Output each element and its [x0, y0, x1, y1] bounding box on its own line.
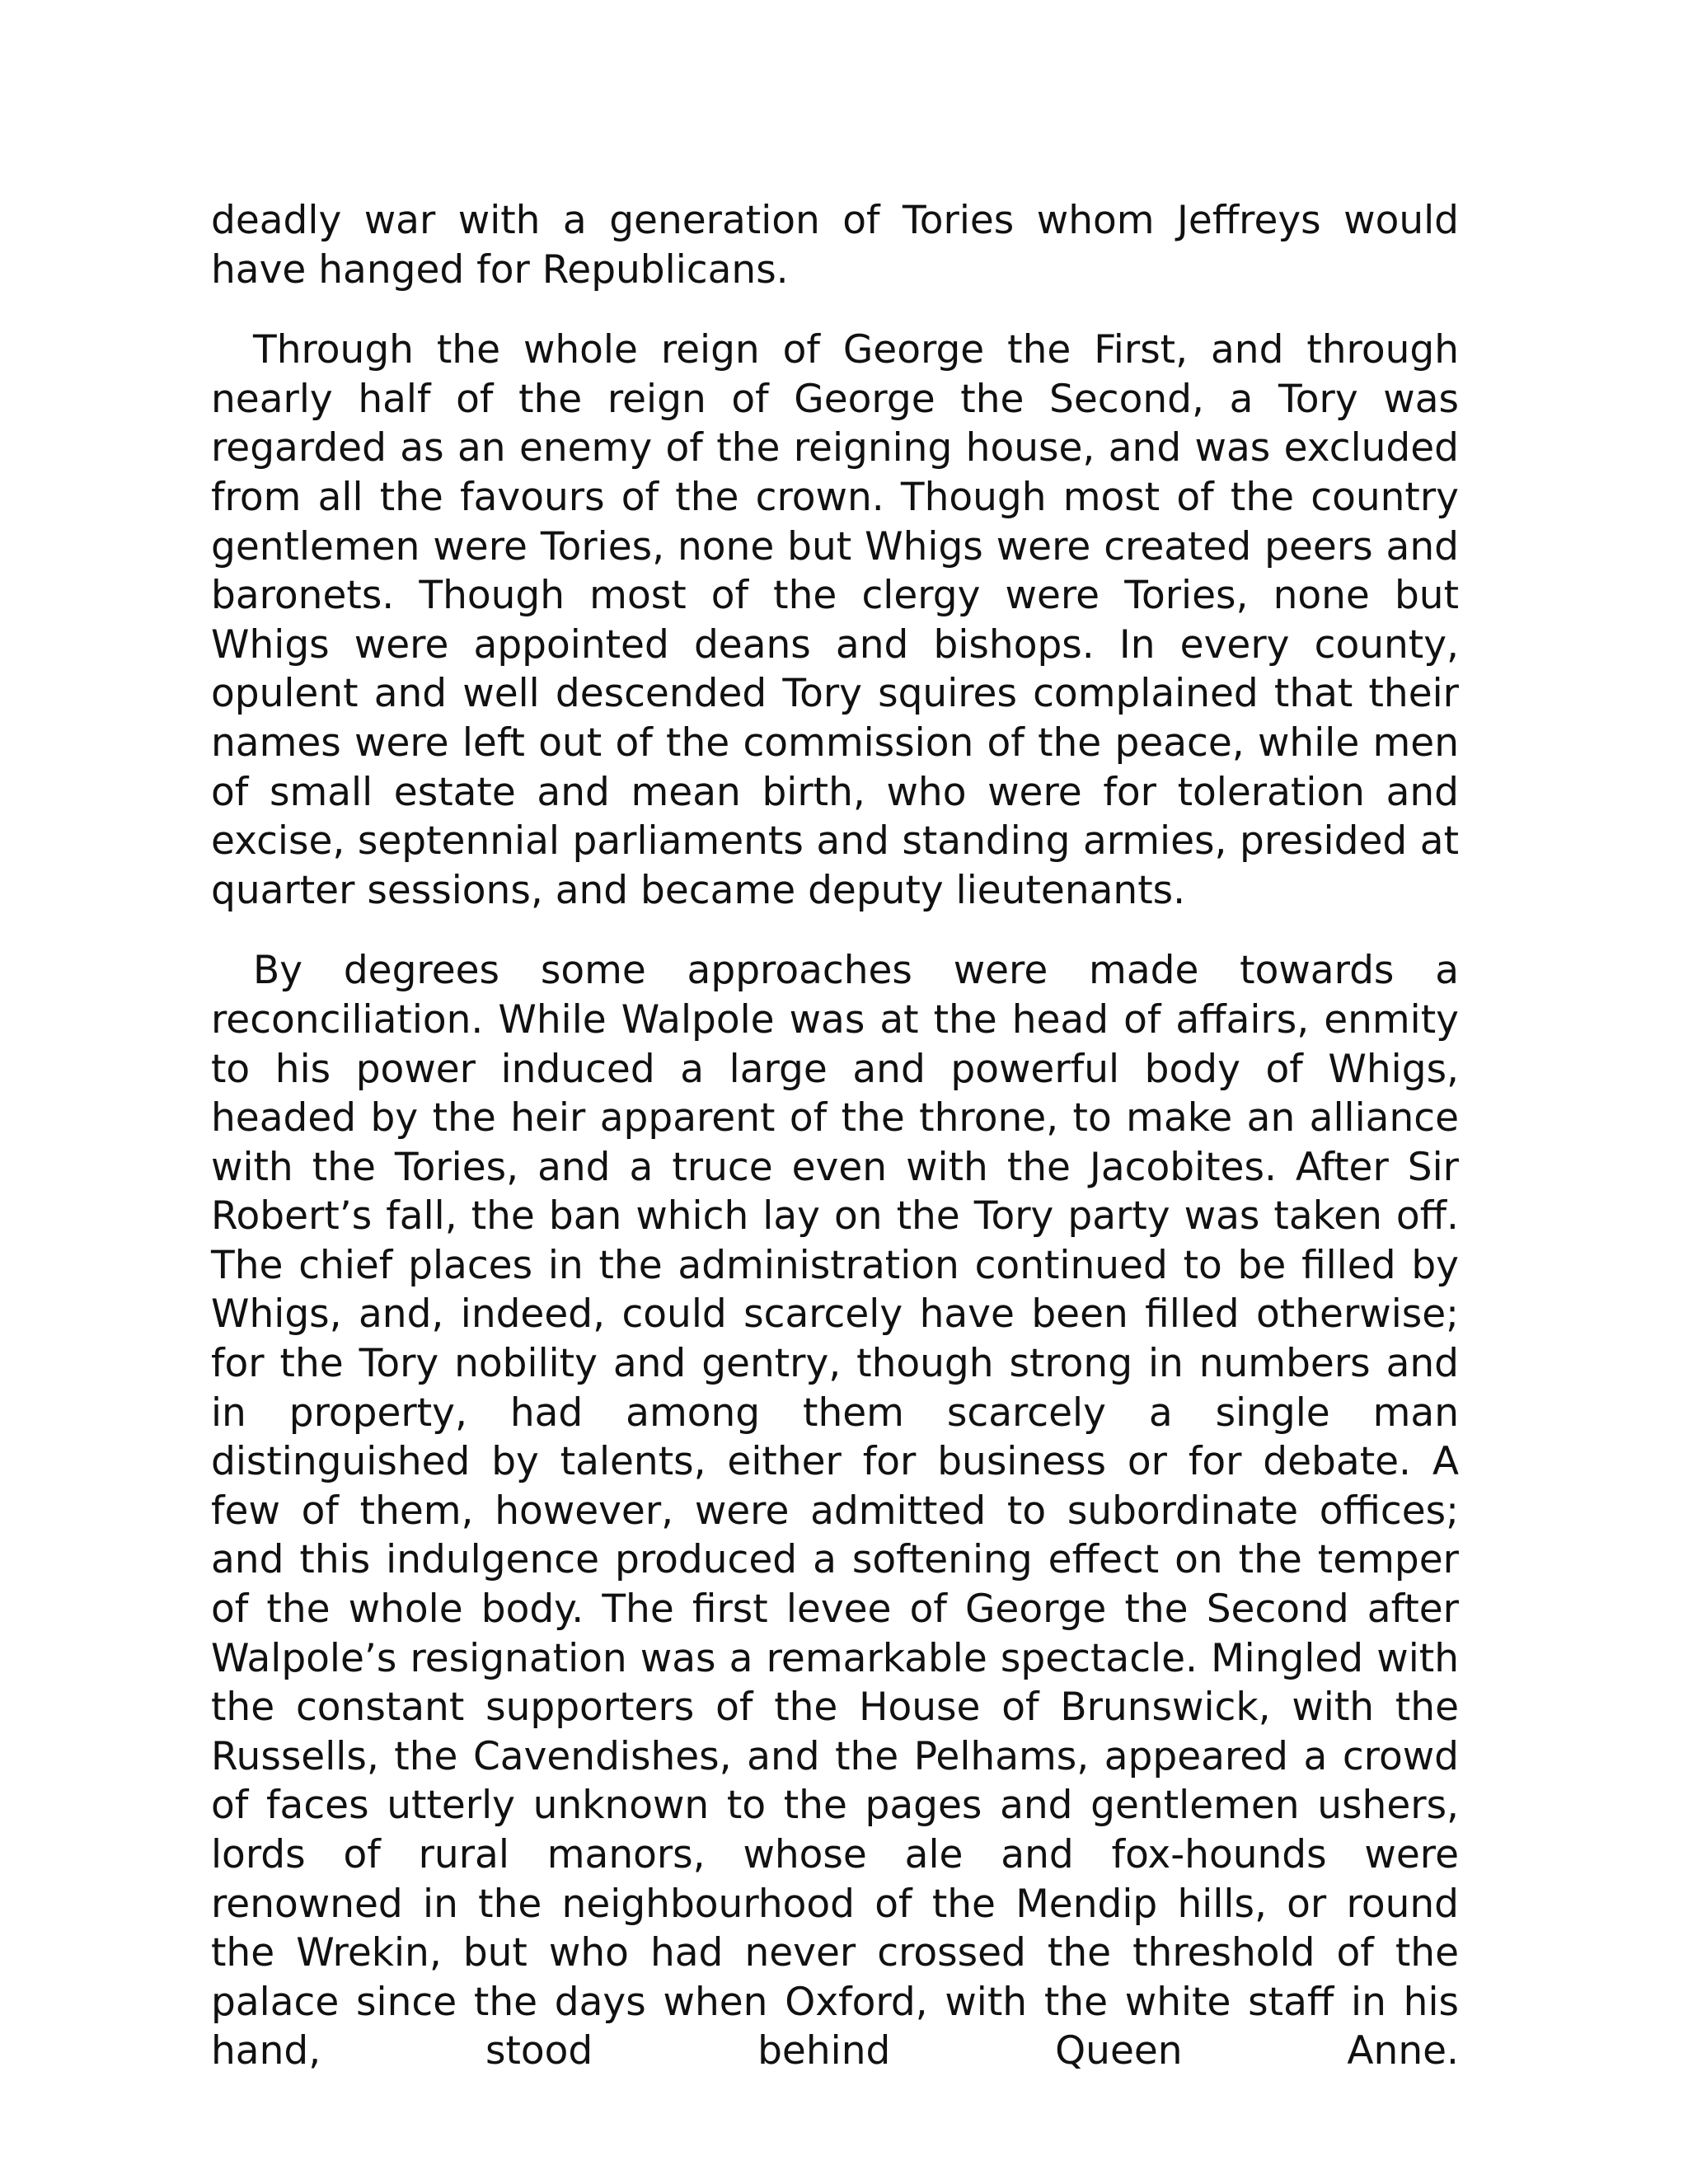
- body-text: [211, 196, 1459, 2076]
- paragraph-reconciliation: By degrees some approaches were made towards a reconciliation. While Walpole was at the head of affairs, enmity to his power induced a large and powerful body of Whigs, headed by the heir apparent of the throne, to make an alliance with the Tories, and a truce even with the Jacobites. After Sir Robert’s fall, the ban which lay on the Tory party was taken off. The chief places in the administration continued to be filled by Whigs, and, indeed, could scarcely have been filled otherwise; for the Tory nobility and gentry, though strong in numbers and in property, had among them scarcely a single man distinguished by talents, either for business or for debate. A few of them, however, were admitted to subordinate offices; and this indulgence produced a softening effect on the temper of the whole body. The first levee of George the Second after Walpole’s resignation was a remarkable spectacle. Mingled with the constant supporters of the House of Brunswick, with the Russells, the Cavendishes, and the Pelhams, appeared a crowd of faces utterly unknown to the pages and gentlemen ushers, lords of rural manors, whose ale and fox-hounds were renowned in the neighbourhood of the Mendip hills, or round the Wrekin, but who had never crossed the threshold of the palace since the days when Oxford, with the white staff in his hand, stood behind Queen Anne.: [211, 948, 1459, 2074]
- paragraph-tory-exclusion: Through the whole reign of George the First, and through nearly half of the reign of George the Second, a Tory was regarded as an enemy of the reigning house, and was excluded from all the favours of the crown. Though most of the country gentlemen were Tories, none but Whigs were created peers and baronets. Though most of the clergy were Tories, none but Whigs were appointed deans and bishops. In every county, opulent and well descended Tory squires complained that their names were left out of the commission of the peace, while men of small estate and mean birth, who were for toleration and excise, septennial parliaments and standing armies, presided at quarter sessions, and became deputy lieutenants.: [211, 327, 1459, 913]
- paragraph-continuation: deadly war with a generation of Tories whom Jeffreys would have hanged for Republicans.: [211, 198, 1459, 293]
